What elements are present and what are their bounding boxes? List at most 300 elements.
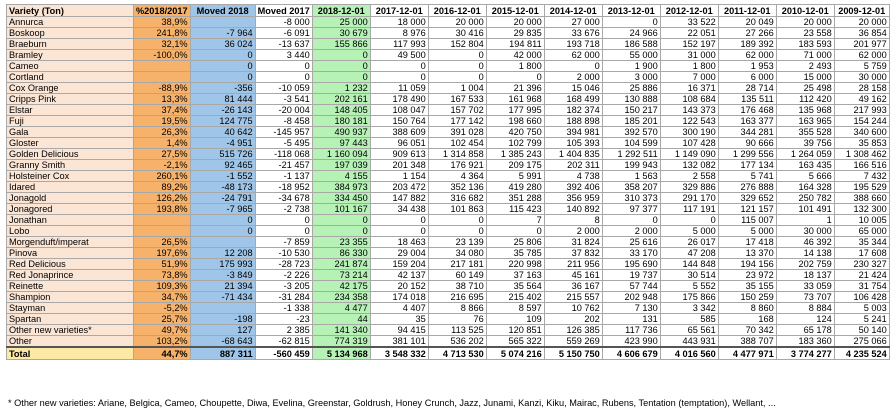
stock-2012-cell: 443 931	[660, 336, 718, 348]
table-row	[7, 292, 890, 303]
variety-cell: Lobo	[7, 226, 134, 237]
pct-change-cell: 89,2%	[134, 182, 191, 193]
variety-cell: Jonathan	[7, 215, 134, 226]
moved-2018-cell: 0	[190, 72, 255, 83]
table-row	[7, 171, 890, 182]
pct-change-cell: -2,1%	[134, 160, 191, 171]
stock-2010-cell: 2 493	[776, 61, 834, 72]
stock-2014-cell: 37 832	[544, 248, 602, 259]
table-row	[7, 17, 890, 28]
stock-2010-cell: 14 138	[776, 248, 834, 259]
pct-change-cell: 73,8%	[134, 270, 191, 281]
stock-2017-cell: 20 152	[370, 281, 428, 292]
stock-2016-cell: 34 080	[428, 248, 486, 259]
table-row	[7, 149, 890, 160]
footnote: * Other new varieties: Ariane, Belgica, Cameo, Choupette, Diwa, Evelina, Greenstar, Goldrush, Honey Crunch, Jazz, Junami, Kanzi, Kiku, Mairac, Rubens, Tentation (temptation), Wellant, ...	[8, 398, 776, 408]
stock-2015-cell: 115 423	[486, 204, 544, 215]
stock-2013-cell: 310 373	[602, 193, 660, 204]
moved-2018-cell	[190, 303, 255, 314]
total-stock-2016-cell: 4 713 530	[428, 347, 486, 360]
moved-2018-cell: -24 791	[190, 193, 255, 204]
stock-2010-cell: 355 528	[776, 127, 834, 138]
header-stock-2014: 2014-12-01	[544, 5, 602, 17]
stock-2013-cell: 130 888	[602, 94, 660, 105]
stock-2011-cell: 344 281	[718, 127, 776, 138]
variety-cell: Holsteiner Cox	[7, 171, 134, 182]
stock-2012-cell: 107 428	[660, 138, 718, 149]
stock-2014-cell: 559 269	[544, 336, 602, 348]
stock-2014-cell: 62 000	[544, 50, 602, 61]
moved-2017-cell: -21 457	[255, 160, 312, 171]
moved-2017-cell: -145 957	[255, 127, 312, 138]
variety-cell: Cox Orange	[7, 83, 134, 94]
moved-2017-cell: -62 815	[255, 336, 312, 348]
total-variety-cell: Total	[7, 347, 134, 360]
pct-change-cell: 25,7%	[134, 314, 191, 325]
stock-2018-cell: 86 330	[312, 248, 370, 259]
table-row	[7, 336, 890, 348]
pct-change-cell: 109,3%	[134, 281, 191, 292]
stock-2017-cell: 150 764	[370, 116, 428, 127]
stock-2014-cell: 0	[544, 61, 602, 72]
total-row	[7, 347, 890, 360]
stock-2010-cell: 20 000	[776, 17, 834, 28]
stock-2010-cell: 33 059	[776, 281, 834, 292]
stock-2017-cell: 18 000	[370, 17, 428, 28]
moved-2018-cell	[190, 237, 255, 248]
stock-2014-cell: 36 167	[544, 281, 602, 292]
stock-2009-cell: 340 600	[834, 127, 889, 138]
stock-2009-cell: 30 000	[834, 72, 889, 83]
pct-change-cell	[134, 215, 191, 226]
table-row	[7, 303, 890, 314]
stock-2014-cell: 8	[544, 215, 602, 226]
stock-2009-cell: 36 854	[834, 28, 889, 39]
stock-2018-cell: 30 679	[312, 28, 370, 39]
stock-2015-cell: 161 968	[486, 94, 544, 105]
stock-2012-cell: 1 800	[660, 61, 718, 72]
table-row	[7, 50, 890, 61]
header-stock-2016: 2016-12-01	[428, 5, 486, 17]
stock-2009-cell: 5 003	[834, 303, 889, 314]
stock-2017-cell: 0	[370, 72, 428, 83]
total-moved-2017-cell: -560 459	[255, 347, 312, 360]
table-row	[7, 127, 890, 138]
moved-2018-cell: 0	[190, 50, 255, 61]
stock-2013-cell: 57 744	[602, 281, 660, 292]
pct-change-cell	[134, 61, 191, 72]
stock-2018-cell: 4 155	[312, 171, 370, 182]
moved-2018-cell: -7 964	[190, 28, 255, 39]
stock-2012-cell: 329 886	[660, 182, 718, 193]
stock-2018-cell: 101 167	[312, 204, 370, 215]
moved-2018-cell: 0	[190, 61, 255, 72]
stock-2018-cell: 0	[312, 226, 370, 237]
stock-2018-cell: 25 000	[312, 17, 370, 28]
pct-change-cell: 193,8%	[134, 204, 191, 215]
stock-2010-cell: 135 968	[776, 105, 834, 116]
stock-2012-cell: 143 373	[660, 105, 718, 116]
moved-2018-cell: -3 849	[190, 270, 255, 281]
stock-2012-cell: 2 558	[660, 171, 718, 182]
stock-2009-cell: 201 977	[834, 39, 889, 50]
variety-cell: Granny Smith	[7, 160, 134, 171]
stock-2016-cell: 0	[428, 61, 486, 72]
stock-2012-cell: 132 082	[660, 160, 718, 171]
pct-change-cell: -88,9%	[134, 83, 191, 94]
moved-2017-cell: 0	[255, 72, 312, 83]
stock-2017-cell: 96 051	[370, 138, 428, 149]
stock-2015-cell: 209 175	[486, 160, 544, 171]
total-stock-2017-cell: 3 548 332	[370, 347, 428, 360]
stock-2017-cell: 0	[370, 215, 428, 226]
stock-2017-cell: 381 101	[370, 336, 428, 348]
stock-2011-cell: 90 666	[718, 138, 776, 149]
moved-2018-cell: 40 642	[190, 127, 255, 138]
stock-2016-cell: 157 702	[428, 105, 486, 116]
pct-change-cell: 49,7%	[134, 325, 191, 336]
moved-2018-cell: 127	[190, 325, 255, 336]
stock-2017-cell: 11 059	[370, 83, 428, 94]
header-row	[7, 5, 890, 17]
stock-2017-cell: 18 463	[370, 237, 428, 248]
stock-2018-cell: 0	[312, 50, 370, 61]
stock-2013-cell: 24 966	[602, 28, 660, 39]
stock-2016-cell: 8 866	[428, 303, 486, 314]
table-row	[7, 138, 890, 149]
stock-2015-cell: 35 564	[486, 281, 544, 292]
variety-cell: Cortland	[7, 72, 134, 83]
total-stock-2012-cell: 4 016 560	[660, 347, 718, 360]
stock-2009-cell: 5 759	[834, 61, 889, 72]
stock-2011-cell: 27 266	[718, 28, 776, 39]
stock-2016-cell: 20 000	[428, 17, 486, 28]
stock-2013-cell: 1 292 511	[602, 149, 660, 160]
stock-2014-cell: 27 000	[544, 17, 602, 28]
stock-2014-cell: 202	[544, 314, 602, 325]
pct-change-cell: 241,8%	[134, 28, 191, 39]
stock-2009-cell: 10 005	[834, 215, 889, 226]
header-stock-2010: 2010-12-01	[776, 5, 834, 17]
stock-2016-cell: 1 314 858	[428, 149, 486, 160]
table-body	[7, 17, 890, 360]
moved-2017-cell: -28 723	[255, 259, 312, 270]
stock-2018-cell: 0	[312, 215, 370, 226]
moved-2018-cell: -1 552	[190, 171, 255, 182]
stock-2017-cell: 159 204	[370, 259, 428, 270]
stock-2015-cell: 7	[486, 215, 544, 226]
stock-2018-cell: 0	[312, 72, 370, 83]
stock-2009-cell: 35 344	[834, 237, 889, 248]
stock-2013-cell: 392 570	[602, 127, 660, 138]
stock-2014-cell: 394 981	[544, 127, 602, 138]
stock-2012-cell: 152 197	[660, 39, 718, 50]
pct-change-cell: 126,2%	[134, 193, 191, 204]
stock-2013-cell: 202 948	[602, 292, 660, 303]
moved-2018-cell: -7 965	[190, 204, 255, 215]
pct-change-cell: -100,0%	[134, 50, 191, 61]
stock-2015-cell: 215 402	[486, 292, 544, 303]
moved-2017-cell: 3 440	[255, 50, 312, 61]
stock-2011-cell: 135 511	[718, 94, 776, 105]
stock-2012-cell: 33 522	[660, 17, 718, 28]
stock-2015-cell: 35 785	[486, 248, 544, 259]
stock-2009-cell: 62 000	[834, 50, 889, 61]
stock-2011-cell: 17 418	[718, 237, 776, 248]
stock-2014-cell: 15 046	[544, 83, 602, 94]
header-pct-change: %2018/2017	[134, 5, 191, 17]
stock-2009-cell: 195 529	[834, 182, 889, 193]
moved-2018-cell: -68 643	[190, 336, 255, 348]
stock-2010-cell: 163 435	[776, 160, 834, 171]
table-row	[7, 83, 890, 94]
moved-2017-cell: -20 004	[255, 105, 312, 116]
stock-2016-cell: 101 863	[428, 204, 486, 215]
stock-2013-cell: 1 563	[602, 171, 660, 182]
stock-2012-cell: 5 000	[660, 226, 718, 237]
stock-2017-cell: 147 882	[370, 193, 428, 204]
pct-change-cell: 1,4%	[134, 138, 191, 149]
stock-2017-cell: 203 472	[370, 182, 428, 193]
table-row	[7, 281, 890, 292]
stock-2013-cell: 55 000	[602, 50, 660, 61]
stock-2017-cell: 174 018	[370, 292, 428, 303]
stock-2012-cell: 47 208	[660, 248, 718, 259]
stock-2010-cell: 8 884	[776, 303, 834, 314]
stock-2009-cell: 49 162	[834, 94, 889, 105]
stock-2017-cell: 34 438	[370, 204, 428, 215]
stock-2015-cell: 20 000	[486, 17, 544, 28]
moved-2018-cell: -71 434	[190, 292, 255, 303]
moved-2017-cell: -3 541	[255, 94, 312, 105]
stock-2017-cell: 49 500	[370, 50, 428, 61]
stock-2013-cell: 25 616	[602, 237, 660, 248]
stock-2012-cell: 300 190	[660, 127, 718, 138]
moved-2018-cell: 0	[190, 215, 255, 226]
stock-2018-cell: 180 181	[312, 116, 370, 127]
table-row	[7, 248, 890, 259]
stock-2013-cell: 358 207	[602, 182, 660, 193]
stock-2012-cell: 22 051	[660, 28, 718, 39]
stock-2016-cell: 0	[428, 226, 486, 237]
moved-2018-cell: 36 024	[190, 39, 255, 50]
stock-2013-cell: 33 170	[602, 248, 660, 259]
stock-2017-cell: 178 490	[370, 94, 428, 105]
stock-2018-cell: 0	[312, 61, 370, 72]
stock-2014-cell: 392 406	[544, 182, 602, 193]
pct-change-cell: 27,5%	[134, 149, 191, 160]
stock-2012-cell: 5 552	[660, 281, 718, 292]
stock-2014-cell: 193 718	[544, 39, 602, 50]
header-moved-2017: Moved 2017	[255, 5, 312, 17]
header-stock-2009: 2009-12-01	[834, 5, 889, 17]
table-row	[7, 215, 890, 226]
stock-2010-cell: 112 420	[776, 94, 834, 105]
stock-2009-cell: 132 300	[834, 204, 889, 215]
stock-2016-cell: 391 028	[428, 127, 486, 138]
stock-2014-cell: 4 738	[544, 171, 602, 182]
stock-2016-cell: 30 416	[428, 28, 486, 39]
stock-2018-cell: 73 214	[312, 270, 370, 281]
apple-stock-table	[6, 4, 890, 360]
pct-change-cell	[134, 226, 191, 237]
total-stock-2015-cell: 5 074 216	[486, 347, 544, 360]
moved-2017-cell: -1 137	[255, 171, 312, 182]
stock-2013-cell: 25 886	[602, 83, 660, 94]
table-row	[7, 204, 890, 215]
stock-2017-cell: 8 976	[370, 28, 428, 39]
stock-2011-cell: 8 860	[718, 303, 776, 314]
stock-2015-cell: 25 806	[486, 237, 544, 248]
stock-2012-cell: 30 514	[660, 270, 718, 281]
variety-cell: Cripps Pink	[7, 94, 134, 105]
stock-2011-cell: 35 155	[718, 281, 776, 292]
stock-2010-cell: 73 707	[776, 292, 834, 303]
stock-2016-cell: 76	[428, 314, 486, 325]
stock-2018-cell: 42 175	[312, 281, 370, 292]
moved-2017-cell: 2 385	[255, 325, 312, 336]
stock-2014-cell: 105 393	[544, 138, 602, 149]
stock-2011-cell: 62 000	[718, 50, 776, 61]
moved-2018-cell: -26 143	[190, 105, 255, 116]
header-stock-2017: 2017-12-01	[370, 5, 428, 17]
moved-2018-cell: 12 208	[190, 248, 255, 259]
stock-2010-cell: 46 392	[776, 237, 834, 248]
pct-change-cell: 34,7%	[134, 292, 191, 303]
stock-2013-cell: 19 737	[602, 270, 660, 281]
table-row	[7, 325, 890, 336]
variety-cell: Fuji	[7, 116, 134, 127]
variety-cell: Cameo	[7, 61, 134, 72]
stock-2016-cell: 217 181	[428, 259, 486, 270]
variety-cell: Pinova	[7, 248, 134, 259]
stock-2011-cell: 1 299 556	[718, 149, 776, 160]
stock-2013-cell: 199 943	[602, 160, 660, 171]
stock-2013-cell: 185 201	[602, 116, 660, 127]
total-moved-2018-cell: 887 311	[190, 347, 255, 360]
header-stock-2011: 2011-12-01	[718, 5, 776, 17]
stock-2010-cell: 183 360	[776, 336, 834, 348]
stock-2012-cell: 175 866	[660, 292, 718, 303]
variety-cell: Reinette	[7, 281, 134, 292]
total-stock-2011-cell: 4 477 971	[718, 347, 776, 360]
stock-2015-cell: 29 835	[486, 28, 544, 39]
moved-2017-cell: 0	[255, 226, 312, 237]
pct-change-cell: 32,1%	[134, 39, 191, 50]
stock-2009-cell: 20 000	[834, 17, 889, 28]
stock-2012-cell: 117 191	[660, 204, 718, 215]
stock-2012-cell: 108 684	[660, 94, 718, 105]
stock-2013-cell: 7 130	[602, 303, 660, 314]
stock-2009-cell: 35 853	[834, 138, 889, 149]
stock-2015-cell: 37 163	[486, 270, 544, 281]
table-row	[7, 182, 890, 193]
stock-2014-cell: 188 898	[544, 116, 602, 127]
moved-2017-cell: -13 637	[255, 39, 312, 50]
stock-2013-cell: 0	[602, 17, 660, 28]
stock-2017-cell: 4 407	[370, 303, 428, 314]
moved-2017-cell: 0	[255, 61, 312, 72]
stock-2010-cell: 30 000	[776, 226, 834, 237]
stock-2015-cell: 351 288	[486, 193, 544, 204]
stock-2009-cell: 388 660	[834, 193, 889, 204]
stock-2010-cell: 23 558	[776, 28, 834, 39]
table-row	[7, 270, 890, 281]
stock-2015-cell: 419 280	[486, 182, 544, 193]
stock-2009-cell: 275 066	[834, 336, 889, 348]
variety-cell: Golden Delicious	[7, 149, 134, 160]
stock-2010-cell: 183 593	[776, 39, 834, 50]
table-header	[7, 5, 890, 17]
stock-2015-cell: 120 851	[486, 325, 544, 336]
moved-2018-cell: -356	[190, 83, 255, 94]
stock-2018-cell: 23 355	[312, 237, 370, 248]
stock-2017-cell: 909 613	[370, 149, 428, 160]
stock-2018-cell: 234 358	[312, 292, 370, 303]
variety-cell: Other new varieties*	[7, 325, 134, 336]
stock-2011-cell: 28 714	[718, 83, 776, 94]
stock-2013-cell: 97 377	[602, 204, 660, 215]
stock-2012-cell: 16 371	[660, 83, 718, 94]
pct-change-cell: 51,9%	[134, 259, 191, 270]
stock-2012-cell: 144 848	[660, 259, 718, 270]
stock-2011-cell: 13 370	[718, 248, 776, 259]
stock-2016-cell: 1 004	[428, 83, 486, 94]
stock-2010-cell: 65 178	[776, 325, 834, 336]
moved-2018-cell: 0	[190, 226, 255, 237]
stock-2011-cell: 189 392	[718, 39, 776, 50]
stock-2016-cell: 177 142	[428, 116, 486, 127]
pct-change-cell: 260,1%	[134, 171, 191, 182]
pct-change-cell: 13,3%	[134, 94, 191, 105]
moved-2018-cell: 175 993	[190, 259, 255, 270]
stock-2015-cell: 198 660	[486, 116, 544, 127]
stock-2017-cell: 117 993	[370, 39, 428, 50]
stock-2013-cell: 150 217	[602, 105, 660, 116]
variety-cell: Jonagold	[7, 193, 134, 204]
apple-stock-table-container	[6, 4, 890, 360]
stock-2013-cell: 117 736	[602, 325, 660, 336]
header-variety: Variety (Ton)	[7, 5, 134, 17]
stock-2012-cell: 65 561	[660, 325, 718, 336]
stock-2016-cell: 60 149	[428, 270, 486, 281]
moved-2018-cell: 21 394	[190, 281, 255, 292]
stock-2018-cell: 334 450	[312, 193, 370, 204]
stock-2016-cell: 167 533	[428, 94, 486, 105]
moved-2017-cell: -2 226	[255, 270, 312, 281]
stock-2014-cell: 182 374	[544, 105, 602, 116]
stock-2014-cell: 45 161	[544, 270, 602, 281]
stock-2011-cell: 70 342	[718, 325, 776, 336]
moved-2017-cell: -8 000	[255, 17, 312, 28]
stock-2015-cell: 0	[486, 226, 544, 237]
stock-2009-cell: 230 327	[834, 259, 889, 270]
stock-2011-cell: 121 157	[718, 204, 776, 215]
variety-cell: Morgenduft/imperat	[7, 237, 134, 248]
variety-cell: Bramley	[7, 50, 134, 61]
stock-2016-cell: 316 682	[428, 193, 486, 204]
pct-change-cell: 38,9%	[134, 17, 191, 28]
stock-2015-cell: 420 750	[486, 127, 544, 138]
stock-2011-cell: 329 652	[718, 193, 776, 204]
stock-2012-cell: 31 000	[660, 50, 718, 61]
stock-2015-cell: 220 998	[486, 259, 544, 270]
stock-2016-cell: 38 710	[428, 281, 486, 292]
moved-2017-cell: 0	[255, 215, 312, 226]
stock-2013-cell: 0	[602, 215, 660, 226]
stock-2016-cell: 0	[428, 215, 486, 226]
stock-2009-cell: 31 754	[834, 281, 889, 292]
